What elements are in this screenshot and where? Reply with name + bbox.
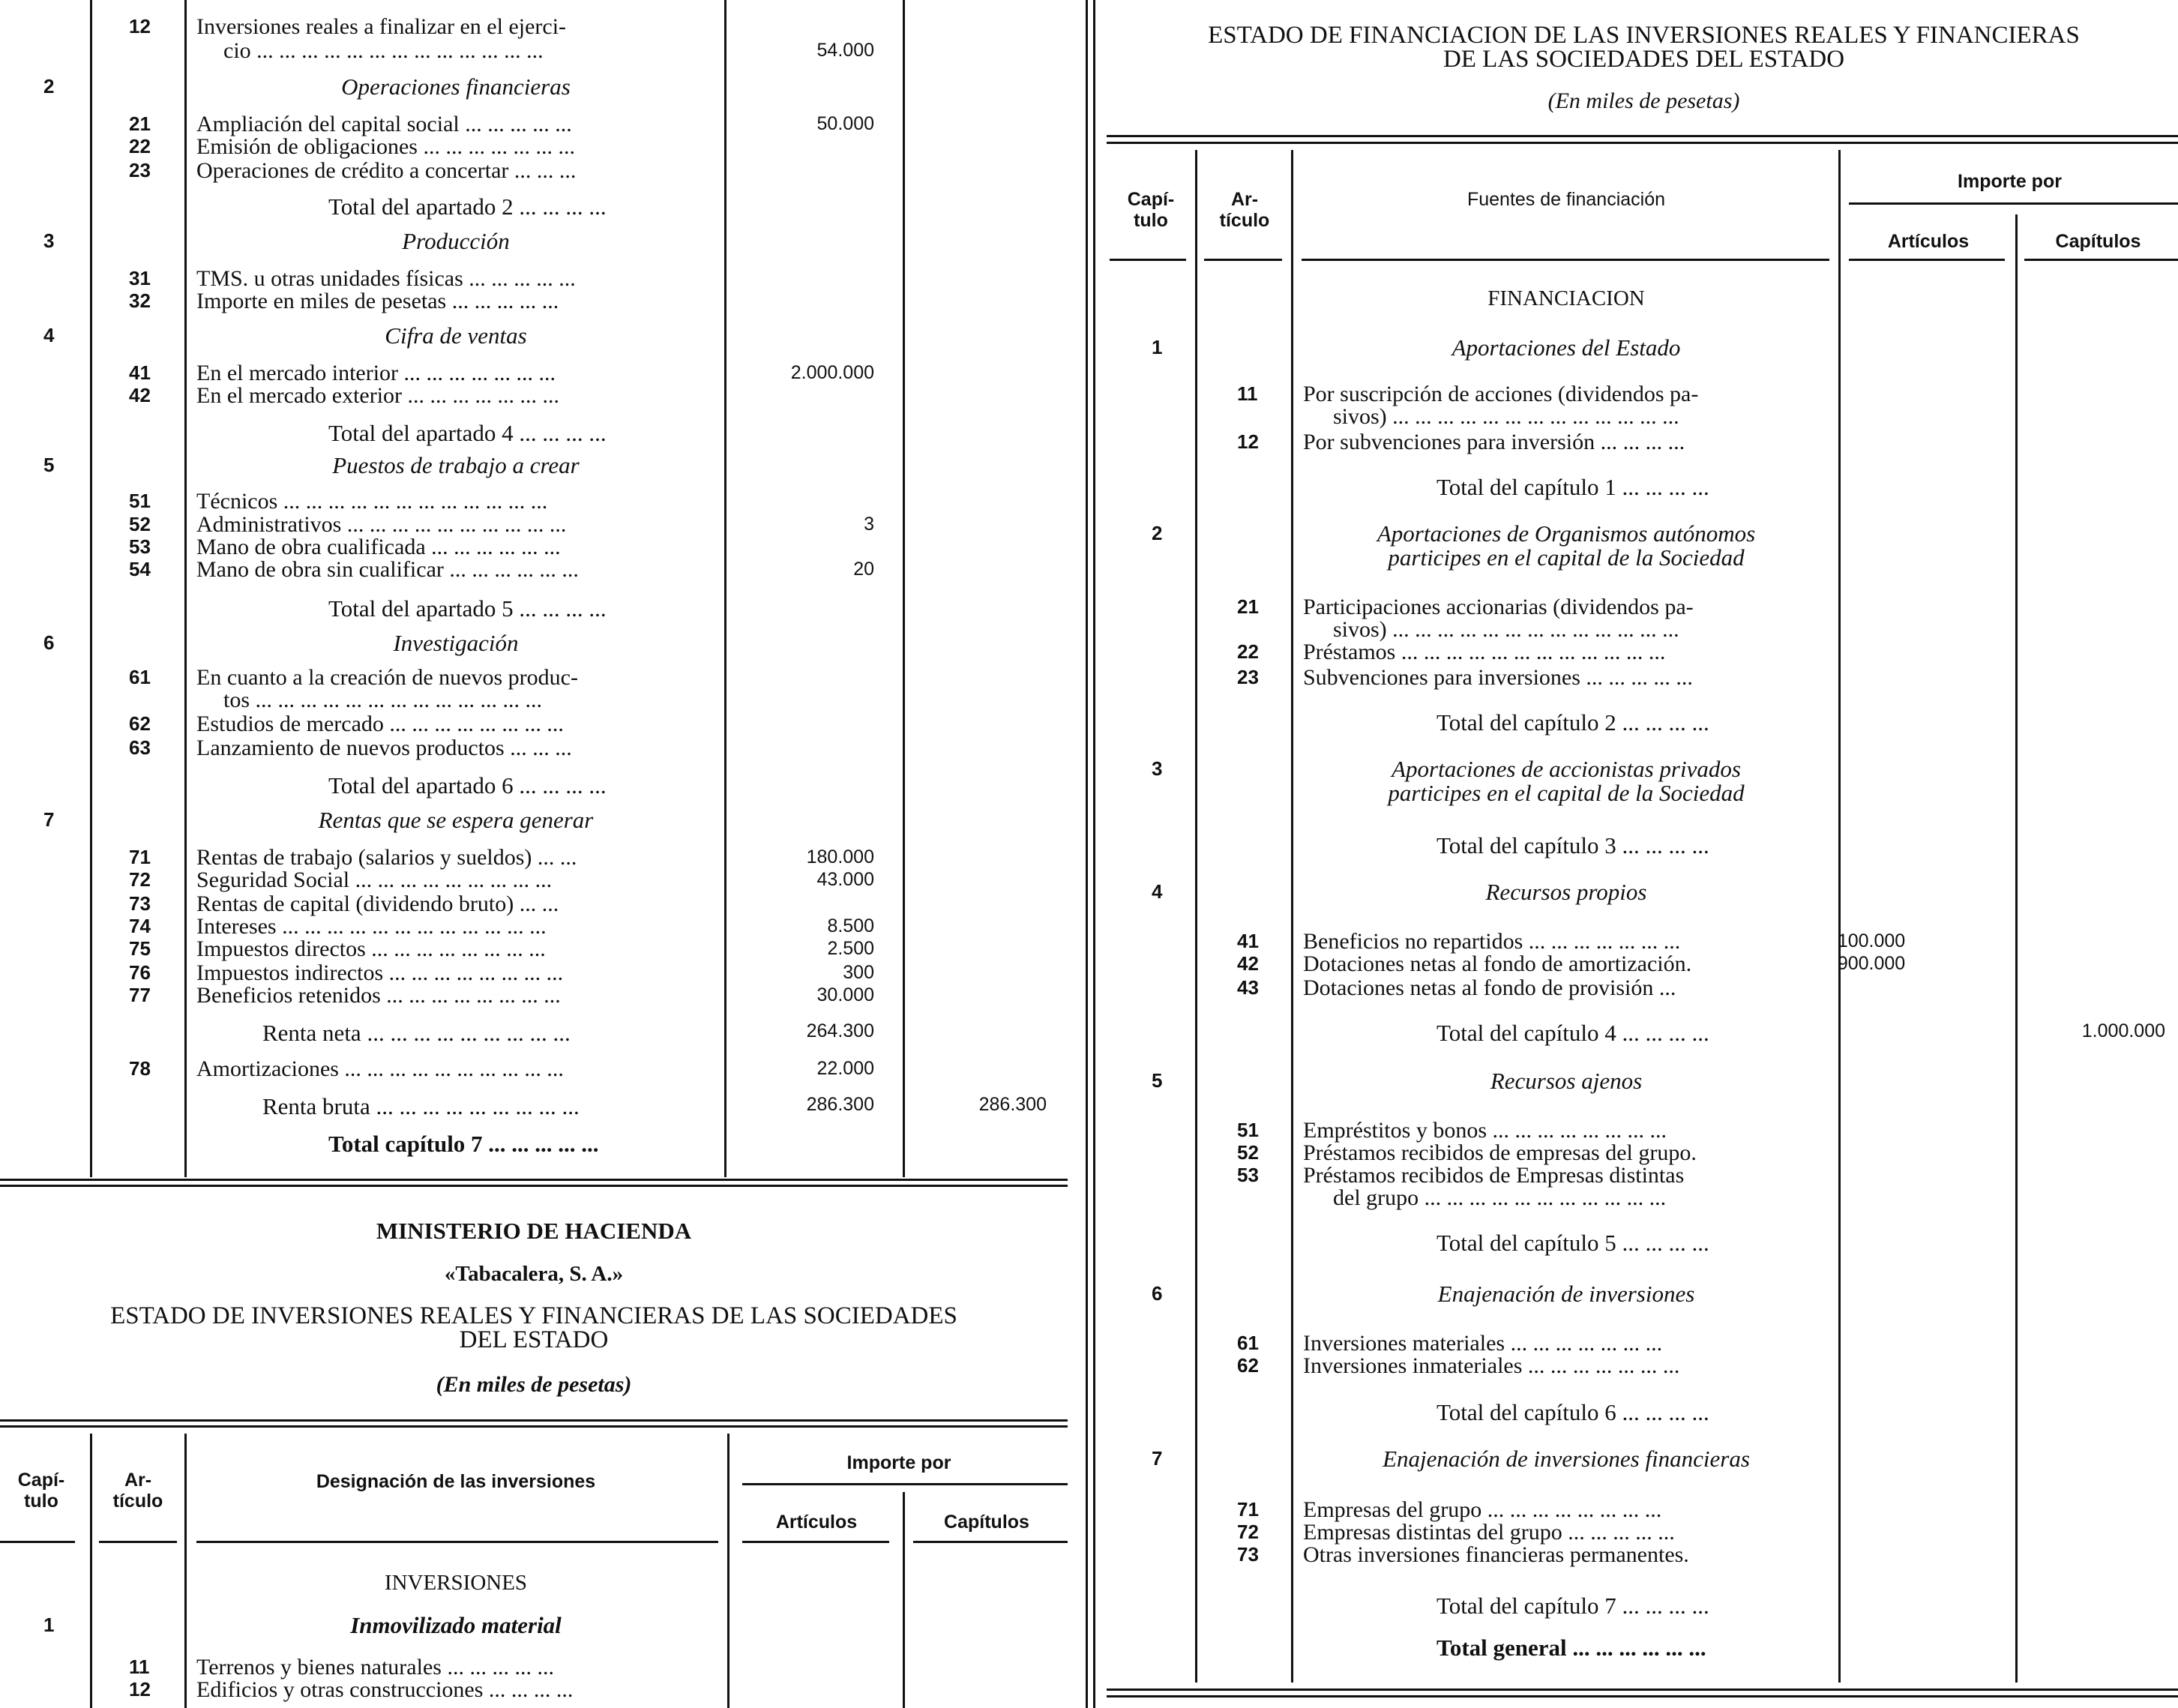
article-text: Mano de obra sin cualificar ... ... ... ... ... ... (196, 557, 579, 582)
article-text: Inversiones reales a finalizar en el ejerci- (196, 14, 567, 39)
chapter-number: 6 (1152, 1282, 1163, 1305)
total-label: Total del apartado 5 ... ... ... ... (328, 595, 607, 622)
header-underline (0, 1541, 75, 1543)
article-text: En el mercado interior ... ... ... ... ... ... ... (196, 361, 556, 385)
article-number: 42 (129, 384, 151, 406)
article-value: 2.000.000 (790, 362, 874, 383)
article-value: 50.000 (816, 113, 874, 134)
chapter-title-line2: participes en el capital de la Sociedad (1388, 780, 1745, 806)
article-value: 900.000 (1837, 953, 1906, 974)
article-text: Inversiones inmateriales ... ... ... ... ... ... ... (1303, 1353, 1680, 1378)
article-text: Impuestos directos ... ... ... ... ... ... ... ... (196, 936, 546, 961)
chapter-number: 6 (43, 631, 55, 654)
chapter-title: Aportaciones de accionistas privados (1392, 756, 1741, 782)
article-value: 30.000 (816, 984, 874, 1005)
total-label: Renta neta ... ... ... ... ... ... ... ... ... (262, 1020, 571, 1046)
article-text: Intereses ... ... ... ... ... ... ... ... ... ... ... ... (196, 914, 547, 939)
chapter-title: Enajenación de inversiones (1437, 1281, 1695, 1307)
page-column-rule (1093, 0, 1095, 1708)
article-number: 78 (129, 1057, 151, 1080)
header-underline (1302, 259, 1829, 261)
article-text: Emisión de obligaciones ... ... ... ... ... ... ... (196, 134, 575, 159)
article-text: Préstamos ... ... ... ... ... ... ... ... ... ... ... ... (1303, 640, 1666, 664)
article-text: TMS. u otras unidades físicas ... ... ... ... ... (196, 266, 576, 291)
article-number: 74 (129, 915, 151, 937)
chapter-number: 7 (1152, 1447, 1163, 1470)
col-divider (184, 0, 187, 1177)
page-column-rule (1086, 0, 1088, 1708)
header-underline (2024, 259, 2178, 261)
total-label: Total del apartado 2 ... ... ... ... (328, 193, 607, 220)
article-text: Beneficios retenidos ... ... ... ... ... ... ... ... (196, 983, 561, 1008)
article-number: 12 (129, 15, 151, 37)
article-number: 54 (129, 558, 151, 580)
right-units-label: (En miles de pesetas) (1547, 88, 1740, 113)
chapter-title: Producción (402, 228, 510, 254)
chapter-number: 7 (43, 808, 55, 831)
bottom-rule (1107, 1689, 2178, 1691)
article-number: 71 (1237, 1498, 1259, 1521)
chapter-number: 5 (1152, 1069, 1163, 1092)
table-rule (1107, 135, 2178, 137)
col-divider (2015, 214, 2018, 1683)
article-text: Ampliación del capital social ... ... ... ... ... (196, 112, 572, 136)
chapter-number: 5 (43, 454, 55, 476)
section-rule (0, 1179, 1068, 1181)
article-text: Participaciones accionarias (dividendos pa- (1303, 595, 1694, 619)
total-label: Total del apartado 6 ... ... ... ... (328, 772, 607, 799)
article-text: del grupo ... ... ... ... ... ... ... ... ... ... ... (1333, 1185, 1667, 1210)
article-text: Rentas de capital (dividendo bruto) ... ... (196, 891, 559, 916)
header-articulos: Artículos (775, 1512, 858, 1533)
article-number: 41 (1237, 930, 1259, 952)
article-text: Operaciones de crédito a concertar ... ... ... (196, 158, 577, 183)
article-number: 61 (129, 666, 151, 688)
article-number: 22 (129, 135, 151, 157)
article-number: 42 (1237, 952, 1259, 975)
doc-title-line2: DEL ESTADO (459, 1326, 609, 1353)
header-underline (913, 1541, 1068, 1543)
article-text: tos ... ... ... ... ... ... ... ... ... ... ... ... ... (223, 688, 543, 712)
article-number: 53 (129, 535, 151, 558)
article-number: 72 (129, 868, 151, 891)
chapter-number: 4 (43, 324, 55, 346)
chapter-number: 1 (1152, 336, 1163, 358)
article-text: Por suscripción de acciones (dividendos pa- (1303, 382, 1699, 406)
header-capitulos: Capítulos (2055, 231, 2141, 252)
article-value: 8.500 (827, 915, 874, 936)
col-divider (903, 0, 905, 1177)
total-chapter-value: 286.300 (978, 1094, 1047, 1115)
article-text: Amortizaciones ... ... ... ... ... ... ... ... ... ... (196, 1056, 564, 1081)
chapter-number: 1 (43, 1614, 55, 1636)
article-text: Dotaciones netas al fondo de provisión ... (1303, 975, 1676, 1000)
article-text: Por subvenciones para inversión ... ... ... ... (1303, 430, 1685, 454)
article-text: Técnicos ... ... ... ... ... ... ... ... ... ... ... ... (196, 489, 548, 514)
table-rule (0, 1419, 1068, 1422)
header-capitulos: Capítulos (944, 1512, 1029, 1533)
article-text: Inversiones materiales ... ... ... ... ... ... ... (1303, 1331, 1663, 1356)
col-divider (90, 0, 92, 1177)
article-text: En el mercado exterior ... ... ... ... ... ... ... (196, 383, 560, 408)
article-number: 63 (129, 736, 151, 759)
article-number: 11 (129, 1656, 150, 1678)
article-text: Beneficios no repartidos ... ... ... ... ... ... ... (1303, 929, 1681, 954)
article-text: Seguridad Social ... ... ... ... ... ... ... ... ... (196, 867, 553, 892)
article-value: 22.000 (816, 1058, 874, 1079)
article-number: 75 (129, 937, 151, 960)
total-value: 286.300 (806, 1094, 874, 1115)
article-number: 72 (1237, 1521, 1259, 1543)
header-underline (1204, 259, 1282, 261)
total-label: Total del apartado 4 ... ... ... ... (328, 420, 607, 446)
total-label: Total del capítulo 5 ... ... ... ... (1437, 1230, 1709, 1256)
company-name: «Tabacalera, S. A.» (444, 1262, 624, 1286)
article-text: Empréstitos y bonos ... ... ... ... ... ... ... ... (1303, 1118, 1667, 1143)
article-value: 20 (853, 559, 874, 580)
article-number: 52 (129, 513, 151, 535)
bottom-rule (1107, 1695, 2178, 1698)
header-articulos: Artículos (1887, 231, 1970, 252)
article-text: Edificios y otras construcciones ... ... ... ... (196, 1677, 574, 1702)
header-capitulo: Capí- tulo (17, 1470, 65, 1512)
article-number: 51 (1237, 1119, 1259, 1141)
header-articulo: Ar- tículo (1219, 189, 1270, 231)
article-number: 62 (129, 712, 151, 735)
article-value: 2.500 (827, 938, 874, 959)
article-value: 43.000 (816, 869, 874, 890)
chapter-number: 4 (1152, 880, 1163, 903)
header-underline (742, 1541, 889, 1543)
chapter-title: Cifra de ventas (385, 322, 527, 349)
article-text: Administrativos ... ... ... ... ... ... ... ... ... ... (196, 512, 567, 537)
article-text: Empresas del grupo ... ... ... ... ... ... ... ... (1303, 1497, 1662, 1522)
units-label: (En miles de pesetas) (436, 1372, 632, 1397)
total-label: Total del capítulo 1 ... ... ... ... (1437, 474, 1709, 500)
article-text: Mano de obra cualificada ... ... ... ... ... ... (196, 535, 561, 559)
col-divider (903, 1492, 905, 1708)
col-divider (1838, 150, 1841, 1683)
article-number: 12 (129, 1678, 151, 1701)
right-title-line1: ESTADO DE FINANCIACION DE LAS INVERSIONES REALES Y FINANCIERAS (1208, 22, 2080, 49)
article-value: 3 (864, 514, 874, 535)
col-divider (90, 1434, 92, 1708)
total-chapter-value: 1.000.000 (2081, 1020, 2165, 1041)
chapter-number: 3 (43, 229, 55, 252)
article-number: 76 (129, 961, 151, 984)
article-number: 77 (129, 984, 151, 1006)
article-number: 11 (1237, 382, 1258, 405)
header-fuentes: Fuentes de financiación (1466, 189, 1666, 210)
chapter-title: Puestos de trabajo a crear (332, 452, 580, 478)
chapter-title: Recursos ajenos (1490, 1068, 1643, 1094)
table-rule (0, 1425, 1068, 1428)
col-divider (1195, 150, 1197, 1683)
header-underline (99, 1541, 177, 1543)
chapter-title: Recursos propios (1485, 879, 1647, 905)
importe-rule (1849, 202, 2178, 205)
section-inversiones: INVERSIONES (384, 1571, 528, 1595)
article-text: Importe en miles de pesetas ... ... ... ... ... (196, 289, 559, 313)
header-designacion: Designación de las inversiones (316, 1471, 596, 1492)
chapter-title: Aportaciones del Estado (1452, 334, 1681, 361)
total-label: Total del capítulo 7 ... ... ... ... (1437, 1593, 1709, 1619)
chapter-title: Aportaciones de Organismos autónomos (1377, 520, 1756, 547)
article-number: 61 (1237, 1332, 1259, 1354)
chapter-title: Enajenación de inversiones financieras (1383, 1446, 1750, 1472)
article-value: 54.000 (816, 40, 874, 61)
doc-title-line1: ESTADO DE INVERSIONES REALES Y FINANCIERAS DE LAS SOCIEDADES (110, 1302, 957, 1329)
chapter-number: 2 (1152, 522, 1163, 544)
chapter-title: Investigación (393, 630, 519, 656)
header-importe-por: Importe por (846, 1452, 951, 1473)
article-text: Préstamos recibidos de Empresas distintas (1303, 1163, 1685, 1188)
article-number: 23 (1237, 666, 1259, 688)
total-label: Renta bruta ... ... ... ... ... ... ... ... ... (262, 1093, 580, 1119)
article-text: Dotaciones netas al fondo de amortización. (1303, 951, 1692, 976)
chapter-title-line2: participes en el capital de la Sociedad (1388, 544, 1745, 571)
article-text: Subvenciones para inversiones ... ... ... ... ... (1303, 665, 1693, 690)
article-number: 21 (129, 112, 151, 135)
article-text: Empresas distintas del grupo ... ... ... ... ... (1303, 1520, 1675, 1545)
chapter-number: 3 (1152, 757, 1163, 780)
chapter-title: Operaciones financieras (341, 73, 571, 100)
chapter-title: Rentas que se espera generar (318, 807, 594, 833)
article-text: Impuestos indirectos ... ... ... ... ... ... ... ... (196, 960, 564, 985)
article-number: 31 (129, 267, 151, 289)
article-text: cio ... ... ... ... ... ... ... ... ... ... ... ... ... (223, 38, 544, 63)
article-text: Otras inversiones financieras permanentes. (1303, 1542, 1689, 1567)
article-number: 53 (1237, 1164, 1259, 1186)
article-text: Lanzamiento de nuevos productos ... ... ... (196, 736, 572, 760)
total-value: 264.300 (806, 1020, 874, 1041)
section-financiacion: FINANCIACION (1487, 286, 1645, 310)
total-label: Total capítulo 7 ... ... ... ... ... (328, 1131, 599, 1157)
article-number: 71 (129, 846, 151, 868)
article-text: Terrenos y bienes naturales ... ... ... ... ... (196, 1655, 554, 1680)
article-number: 73 (1237, 1543, 1259, 1566)
article-text: sivos) ... ... ... ... ... ... ... ... ... ... ... ... ... (1333, 404, 1679, 429)
chapter-title: Inmovilizado material (350, 1612, 562, 1638)
col-divider (727, 1434, 729, 1708)
article-number: 62 (1237, 1354, 1259, 1377)
total-label: Total general ... ... ... ... ... ... (1437, 1635, 1706, 1661)
right-title-line2: DE LAS SOCIEDADES DEL ESTADO (1443, 46, 1845, 73)
article-number: 12 (1237, 430, 1259, 453)
article-number: 52 (1237, 1141, 1259, 1164)
header-importe-por: Importe por (1958, 171, 2062, 192)
total-label: Total del capítulo 2 ... ... ... ... (1437, 709, 1709, 736)
importe-rule (742, 1483, 1068, 1485)
header-articulo: Ar- tículo (112, 1470, 163, 1512)
total-label: Total del capítulo 3 ... ... ... ... (1437, 832, 1709, 858)
article-value: 180.000 (806, 847, 874, 867)
header-capitulo: Capí- tulo (1127, 189, 1175, 231)
article-value: 100.000 (1837, 930, 1906, 951)
header-underline (196, 1541, 718, 1543)
ministry-title: MINISTERIO DE HACIENDA (376, 1218, 692, 1244)
article-number: 21 (1237, 595, 1259, 618)
section-rule (0, 1185, 1068, 1187)
col-divider (1291, 150, 1293, 1683)
article-number: 51 (129, 490, 151, 512)
table-rule (1107, 142, 2178, 144)
article-text: En cuanto a la creación de nuevos produc- (196, 665, 578, 690)
article-value: 300 (843, 962, 874, 983)
article-number: 43 (1237, 976, 1259, 999)
col-divider (184, 1434, 187, 1708)
article-text: Estudios de mercado ... ... ... ... ... ... ... ... (196, 712, 564, 736)
article-text: sivos) ... ... ... ... ... ... ... ... ... ... ... ... ... (1333, 617, 1679, 642)
chapter-number: 2 (43, 75, 55, 97)
header-underline (1849, 259, 2005, 261)
total-label: Total del capítulo 6 ... ... ... ... (1437, 1399, 1709, 1425)
header-underline (1110, 259, 1186, 261)
article-number: 32 (129, 289, 151, 312)
article-number: 22 (1237, 640, 1259, 663)
total-label: Total del capítulo 4 ... ... ... ... (1437, 1020, 1709, 1046)
article-text: Préstamos recibidos de empresas del grupo. (1303, 1140, 1697, 1165)
article-number: 73 (129, 892, 151, 915)
article-text: Rentas de trabajo (salarios y sueldos) ... ... (196, 845, 577, 870)
article-number: 23 (129, 159, 151, 181)
article-number: 41 (129, 361, 151, 384)
